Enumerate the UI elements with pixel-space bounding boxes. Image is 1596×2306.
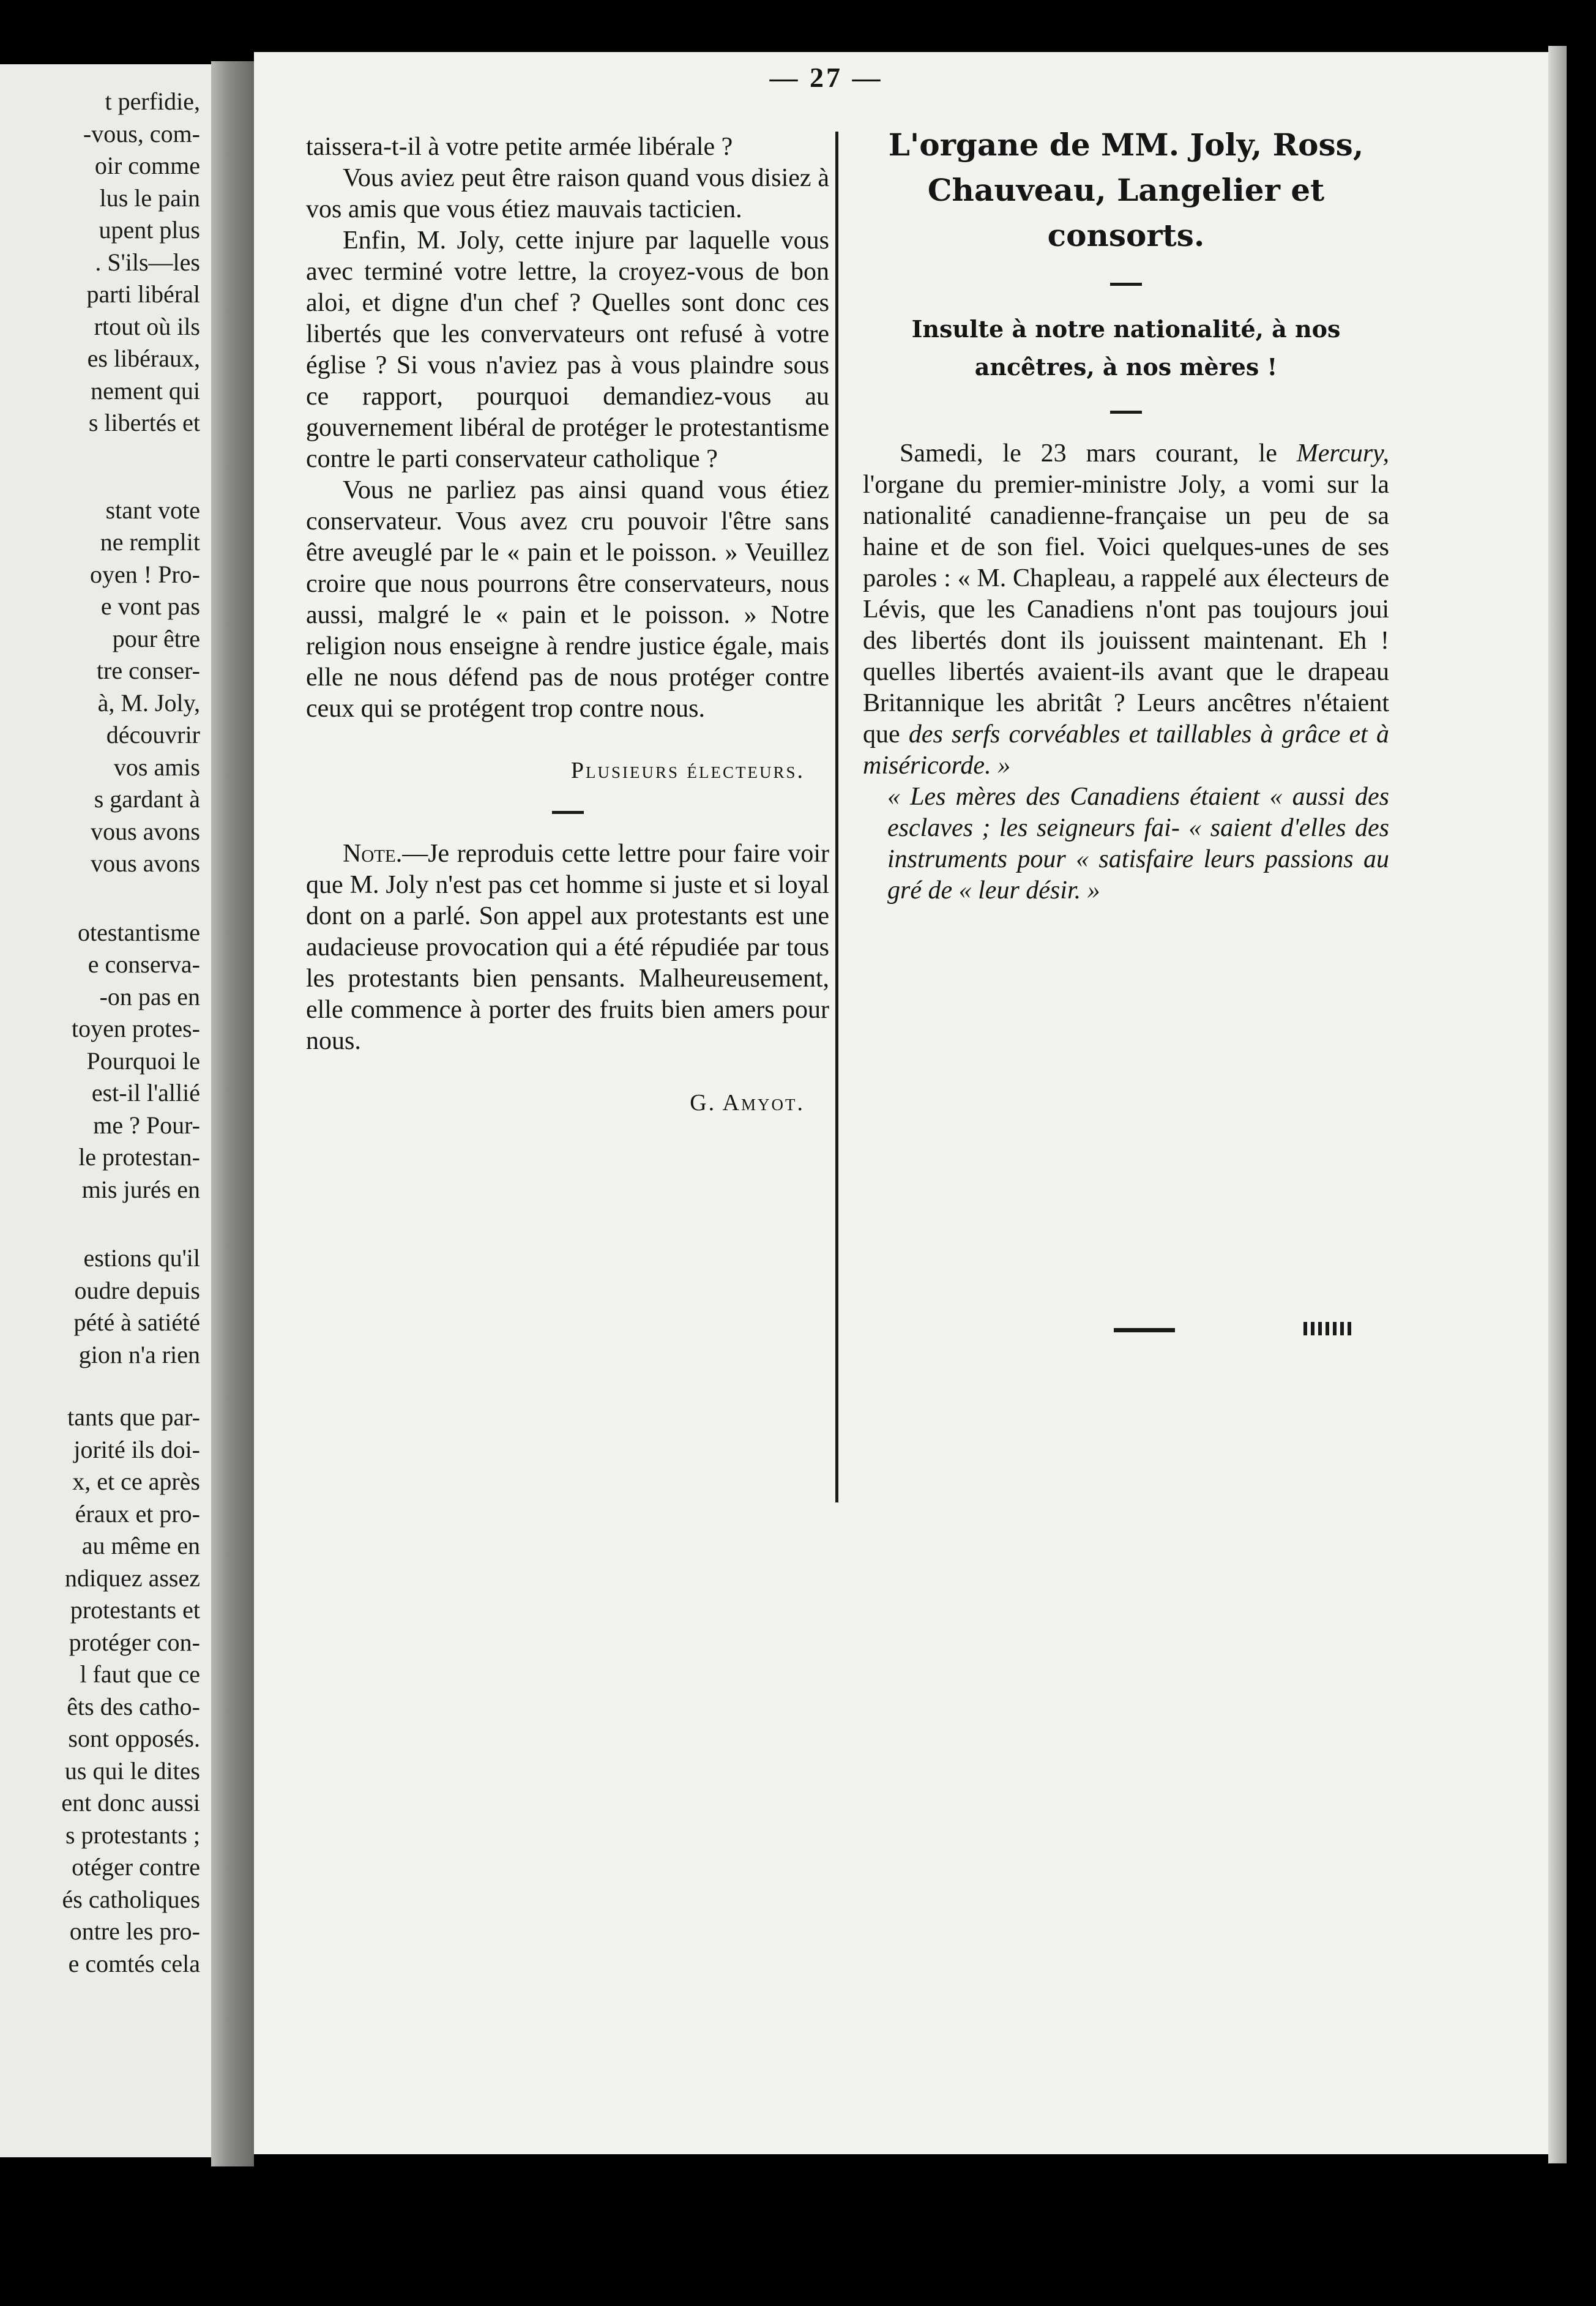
fragment-line: otéger contre bbox=[72, 1853, 200, 1881]
fragment-line: us qui le dites bbox=[64, 1756, 200, 1785]
fragment-line: protestants et bbox=[70, 1596, 200, 1624]
fragment-line: nement qui bbox=[91, 376, 200, 405]
fragment-line: ent donc aussi bbox=[61, 1789, 200, 1816]
fragment-line: és catholiques bbox=[62, 1885, 200, 1913]
fragment-line: e comtés cela bbox=[68, 1949, 200, 1977]
fragment-line: mis jurés en bbox=[81, 1175, 200, 1203]
article-headline: Chauveau, Langelier et bbox=[927, 172, 1325, 208]
quotation: « Les mères des Canadiens étaient « aussi des esclaves ; les seigneurs fai- « saient d'elles des instruments pour « satisfaire leurs passions au gré de « leur désir. » bbox=[887, 783, 1389, 905]
note-text: —Je reproduis cette lettre pour faire voir que M. Joly n'est pas cet homme si juste et si loyal dont on a parlé. Son appel aux protestants est une audacieuse provocation qui a été répudiée par tous les protestants bien pensants. Malheureusement, elle commence à porter des fruits bien amers pour nous. bbox=[306, 840, 829, 1055]
paragraph: taissera-t-il à votre petite armée libérale ? bbox=[306, 133, 733, 161]
fragment-line: vous avons bbox=[91, 817, 200, 845]
rule-mark bbox=[1114, 1328, 1175, 1332]
fragment-line: . S'ils—les bbox=[95, 248, 200, 276]
fragment-line: ndiquez assez bbox=[64, 1564, 200, 1592]
fragment-line: le protestan- bbox=[78, 1143, 200, 1171]
body-text: Samedi, le 23 mars courant, le bbox=[900, 439, 1277, 468]
section-dash bbox=[1110, 283, 1142, 286]
fragment-line: t perfidie, bbox=[105, 88, 200, 115]
fragment-line: -vous, com- bbox=[83, 119, 200, 147]
fragment-line: protéger con- bbox=[69, 1628, 200, 1656]
paragraph: Enfin, M. Joly, cette injure par laquelle vous avec terminé votre lettre, la croyez-vous de bon aloi, et digne d'un chef ? Quelles sont donc ces libertés que les convervateurs ont refusé à votre église ? Si vous n'aviez pas à vous plaindre sous ce rapport, pourquoi demandiez-vous au gouvernement libéral de protéger le protestantisme contre le parti conservateur catholique ? bbox=[306, 226, 829, 473]
bottom-marks bbox=[1102, 1322, 1408, 1340]
column-divider bbox=[835, 132, 838, 1502]
fragment-line: oudre depuis bbox=[74, 1276, 200, 1304]
fragment-line: vos amis bbox=[113, 753, 200, 781]
fragment-line: tants que par- bbox=[67, 1403, 200, 1431]
fragment-line: Pourquoi le bbox=[86, 1047, 200, 1075]
left-column bbox=[306, 132, 829, 1119]
fragment-line: découvrir bbox=[106, 721, 200, 748]
fragment-line: l faut que ce bbox=[80, 1660, 200, 1688]
fragment-line: toyen protes- bbox=[72, 1015, 200, 1042]
fragment-line: s libertés et bbox=[88, 409, 200, 436]
fragment-line: lus le pain bbox=[99, 184, 200, 212]
fragment-line: à, M. Joly, bbox=[97, 688, 200, 717]
paragraph: Vous ne parliez pas ainsi quand vous étiez conservateur. Vous avez cru pouvoir l'être sans être aveuglé par le « pain et le poisson. » Veuillez croire que nous pourrons être conservateurs, nous aussi, malgré le « pain et le poisson. » Notre religion nous enseigne à rendre justice égale, mais elle ne nous défend pas de nous protéger contre ceux qui se protégent trop contre nous. bbox=[306, 476, 829, 723]
fragment-line: vous avons bbox=[91, 849, 200, 877]
fragment-line: -on pas en bbox=[99, 982, 200, 1010]
fragment-line: ne remplit bbox=[100, 528, 200, 556]
article-headline: consorts. bbox=[1047, 217, 1205, 253]
fragment-line: jorité ils doi- bbox=[73, 1435, 200, 1463]
right-column bbox=[863, 122, 1389, 906]
fragment-line: ontre les pro- bbox=[69, 1917, 200, 1945]
body-text: l'organe du premier-ministre Joly, a vomi sur la nationalité canadienne-française un peu de sa haine et de son fiel. Voici quelques-unes de ses paroles : « M. Chapleau, a rappelé aux électeurs de Lévis, que les Canadiens n'ont pas toujours joui des libertés dont ils jouissent maintenant. Eh ! quelles libertés avaient-ils avant que le drapeau Britannique les abritât ? Leurs ancêtres n'étaient que bbox=[863, 471, 1389, 748]
article-subhead: Insulte à notre nationalité, à nos bbox=[911, 315, 1341, 343]
fragment-line: pour être bbox=[112, 624, 200, 652]
fragment-line: stant vote bbox=[105, 496, 200, 524]
newspaper-name: Mercury, bbox=[1296, 439, 1390, 468]
fragment-line: otestantisme bbox=[78, 918, 200, 946]
facing-page-fragment bbox=[0, 64, 211, 2157]
fragment-line: estions qu'il bbox=[83, 1244, 200, 1272]
fragment-line: au même en bbox=[81, 1532, 200, 1559]
fragment-line: pété à satiété bbox=[73, 1308, 200, 1336]
fragment-line: tre conser- bbox=[96, 657, 200, 684]
section-dash bbox=[1110, 411, 1142, 414]
fragment-line: éraux et pro- bbox=[75, 1499, 200, 1528]
fragment-line: s protestants ; bbox=[65, 1821, 200, 1849]
fragment-line: êts des catho- bbox=[67, 1692, 200, 1720]
article-headline: L'organe de MM. Joly, Ross, bbox=[888, 127, 1364, 163]
fragment-line: oir comme bbox=[94, 152, 200, 179]
ink-smudge bbox=[1303, 1322, 1352, 1335]
letter-signature: Plusieurs électeurs. bbox=[570, 758, 805, 783]
article-subhead: ancêtres, à nos mères ! bbox=[974, 353, 1278, 381]
fragment-line: parti libéral bbox=[86, 280, 200, 308]
section-dash bbox=[552, 811, 584, 814]
book-gutter bbox=[211, 61, 254, 2166]
author-signature: G. Amyot. bbox=[690, 1090, 805, 1116]
fragment-line: x, et ce après bbox=[72, 1468, 200, 1495]
body-italic: des serfs corvéables et taillables à grâce et à miséricorde. » bbox=[863, 720, 1389, 780]
paragraph: Vous aviez peut être raison quand vous disiez à vos amis que vous étiez mauvais tacticien. bbox=[306, 164, 829, 223]
fragment-line: upent plus bbox=[99, 216, 200, 244]
fragment-line: est-il l'allié bbox=[91, 1079, 200, 1106]
article-body bbox=[863, 438, 1389, 782]
page-number: — 27 — bbox=[769, 62, 883, 93]
note-label: Note. bbox=[343, 840, 403, 868]
fragment-line: sont opposés. bbox=[68, 1725, 200, 1752]
fragment-line: s gardant à bbox=[94, 785, 200, 813]
fragment-line: rtout où ils bbox=[94, 312, 200, 340]
fragment-line: gion n'a rien bbox=[78, 1340, 200, 1368]
fragment-line: es libéraux, bbox=[87, 345, 200, 372]
page-edge bbox=[1548, 46, 1567, 2163]
fragment-line: me ? Pour- bbox=[93, 1111, 200, 1139]
editor-note bbox=[306, 838, 829, 1057]
fragment-line: e vont pas bbox=[100, 592, 200, 620]
fragment-line: e conserva- bbox=[88, 950, 200, 978]
fragment-line: oyen ! Pro- bbox=[90, 560, 200, 588]
